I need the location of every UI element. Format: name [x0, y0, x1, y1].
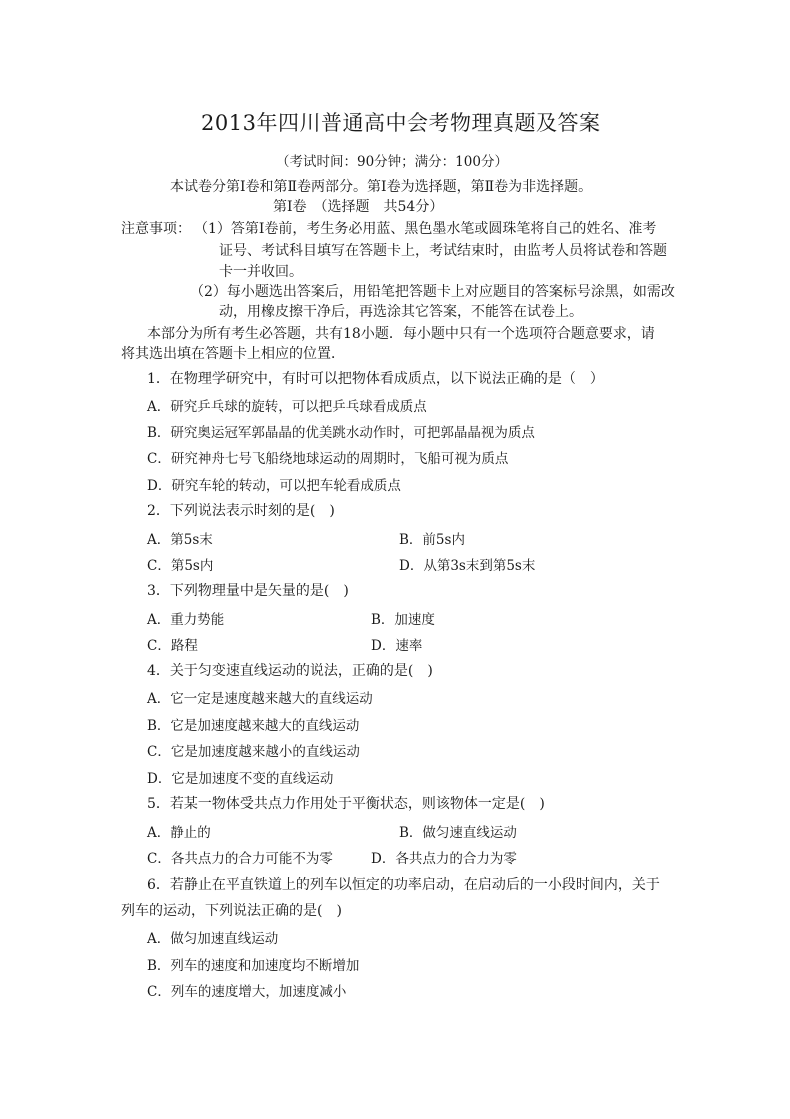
q4-option-b: B．它是加速度越来越大的直线运动: [147, 718, 360, 734]
part1-header: 第Ⅰ卷 （选择题 共54分）: [273, 199, 444, 215]
q1-option-c: C．研究神舟七号飞船绕地球运动的周期时，飞船可视为质点: [147, 451, 509, 467]
q5-option-b: B．做匀速直线运动: [399, 825, 517, 841]
q6-stem-line2: 列车的运动，下列说法正确的是( ): [121, 903, 342, 919]
q4-option-c: C．它是加速度越来越小的直线运动: [147, 744, 360, 760]
q1-option-a: A．研究乒乓球的旋转，可以把乒乓球看成质点: [147, 399, 427, 415]
q5-stem: 5．若某一物体受共点力作用处于平衡状态，则该物体一定是( ): [147, 796, 545, 812]
q2-option-a: A．第5s末: [147, 532, 213, 548]
q2-option-d: D．从第3s末到第5s末: [399, 558, 536, 574]
q1-option-b: B．研究奥运冠军郭晶晶的优美跳水动作时，可把郭晶晶视为质点: [147, 425, 535, 441]
q4-stem: 4．关于匀变速直线运动的说法，正确的是( ): [147, 663, 433, 679]
q6-option-c: C．列车的速度增大，加速度减小: [147, 984, 347, 1000]
q3-stem: 3．下列物理量中是矢量的是( ): [147, 583, 349, 599]
q3-option-c: C．路程: [147, 638, 198, 654]
notice-label: 注意事项：: [121, 221, 191, 237]
q2-option-c: C．第5s内: [147, 558, 214, 574]
paper-structure: 本试卷分第Ⅰ卷和第Ⅱ卷两部分。第Ⅰ卷为选择题，第Ⅱ卷为非选择题。: [170, 179, 593, 195]
q4-option-a: A．它一定是速度越来越大的直线运动: [147, 691, 373, 707]
notice-item2-line2: 动，用橡皮擦干净后，再选涂其它答案，不能答在试卷上。: [219, 304, 583, 320]
q6-option-a: A．做匀加速直线运动: [147, 931, 279, 947]
q6-option-b: B．列车的速度和加速度均不断增加: [147, 958, 360, 974]
notice-item1-line3: 卡一并收回。: [219, 264, 303, 280]
q3-option-a: A．重力势能: [147, 612, 225, 628]
document-title: 2013年四川普通高中会考物理真题及答案: [201, 111, 601, 135]
intro-line2: 将其选出填在答题卡上相应的位置．: [121, 346, 345, 362]
q4-option-d: D．它是加速度不变的直线运动: [147, 771, 334, 787]
q3-option-b: B．加速度: [371, 612, 435, 628]
intro-line1: 本部分为所有考生必答题，共有18小题．每小题中只有一个选项符合题意要求，请: [147, 326, 655, 342]
q2-stem: 2．下列说法表示时刻的是( ): [147, 503, 335, 519]
notice-item2-line1: （2）每小题选出答案后，用铅笔把答题卡上对应题目的答案标号涂黑，如需改: [190, 284, 675, 300]
notice-item1-line2: 证号、考试科目填写在答题卡上，考试结束时，由监考人员将试卷和答题: [219, 243, 667, 259]
q5-option-c: C．各共点力的合力可能不为零: [147, 851, 333, 867]
q2-option-b: B．前5s内: [399, 532, 465, 548]
q3-option-d: D．速率: [371, 638, 423, 654]
exam-info: （考试时间：90分钟；满分：100分）: [276, 154, 508, 170]
q5-option-a: A．静止的: [147, 825, 211, 841]
q5-option-d: D．各共点力的合力为零: [371, 851, 517, 867]
q6-stem-line1: 6．若静止在平直铁道上的列车以恒定的功率启动，在启动后的一小段时间内，关于: [147, 877, 660, 893]
notice-item1-line1: （1）答第Ⅰ卷前，考生务必用蓝、黑色墨水笔或圆珠笔将自己的姓名、准考: [194, 221, 657, 237]
q1-stem: 1．在物理学研究中，有时可以把物体看成质点，以下说法正确的是（ ）: [147, 371, 604, 387]
q1-option-d: D．研究车轮的转动，可以把车轮看成质点: [147, 478, 401, 494]
